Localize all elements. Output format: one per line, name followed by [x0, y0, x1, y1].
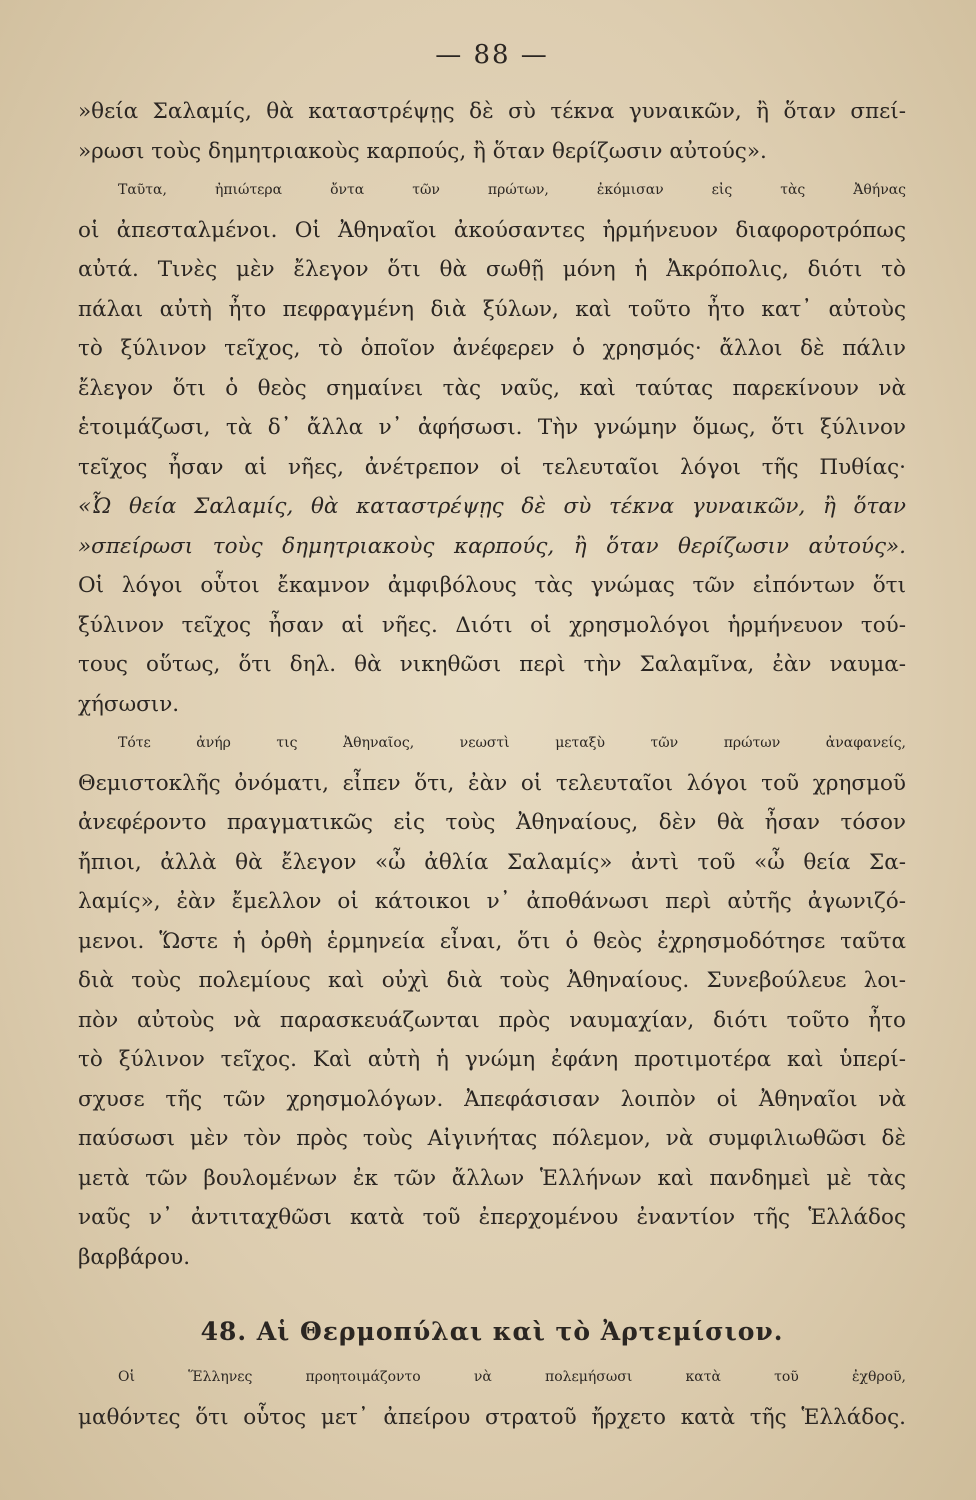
- text-line: βαρβάρου.: [78, 1244, 191, 1270]
- text-line: Ταῦτα, ἠπιώτερα ὄντα τῶν πρώτων, ἐκόμισαν εἰς τὰς Ἀθήνας: [118, 182, 906, 198]
- text-line: σχυσε τῆς τῶν χρησμολόγων. Ἀπεφάσισαν λοιπὸν οἱ Ἀθηναῖοι νὰ: [78, 1086, 906, 1112]
- text-line: χήσωσιν.: [78, 691, 180, 717]
- text-line: τὸ ξύλινον τεῖχος, τὸ ὁποῖον ἀνέφερεν ὁ χρησμός· ἄλλοι δὲ πάλιν: [78, 336, 906, 361]
- text-line: τεῖχος ἦσαν αἱ νῆες, ἀνέτρεπον οἱ τελευταῖοι λόγοι τῆς Πυθίας·: [78, 454, 906, 480]
- section-heading: 48. Αἱ Θερμοπύλαι καὶ τὸ Ἀρτεμίσιον.: [200, 1317, 784, 1346]
- text-line: ἔλεγον ὅτι ὁ θεὸς σημαίνει τὰς ναῦς, καὶ ταύτας παρεκίνουν νὰ: [78, 375, 906, 401]
- text-line-italic: «Ὦ θεία Σαλαμίς, θὰ καταστρέψῃς δὲ σὺ τέκνα γυναικῶν, ἢ ὅταν: [78, 494, 906, 519]
- text-line: »θεία Σαλαμίς, θὰ καταστρέψῃς δὲ σὺ τέκνα γυναικῶν, ἢ ὅταν σπεί-: [78, 99, 906, 124]
- text-line: Οἱ λόγοι οὗτοι ἔκαμνον ἀμφιβόλους τὰς γνώμας τῶν εἰπόντων ὅτι: [78, 573, 906, 598]
- text-line: ἀνεφέροντο πραγματικῶς εἰς τοὺς Ἀθηναίους, δὲν θὰ ἦσαν τόσον: [78, 810, 906, 835]
- main-text: [78, 92, 906, 1277]
- text-line: Τότε ἀνήρ τις Ἀθηναῖος, νεωστὶ μεταξὺ τῶν πρώτων ἀναφανείς,: [118, 735, 906, 751]
- text-line: παύσωσι μὲν τὸν πρὸς τοὺς Αἰγινήτας πόλεμον, νὰ συμφιλιωθῶσι δὲ: [78, 1126, 906, 1151]
- text-line: λαμίς», ἐὰν ἔμελλον οἱ κάτοικοι ν᾽ ἀποθάνωσι περὶ αὐτῆς ἀγωνιζό-: [78, 889, 906, 914]
- text-line: πάλαι αὐτὴ ἦτο πεφραγμένη διὰ ξύλων, καὶ τοῦτο ἦτο κατ᾽ αὐτοὺς: [78, 296, 906, 322]
- text-line: οἱ ἀπεσταλμένοι. Οἱ Ἀθηναῖοι ἀκούσαντες ἡρμήνευον διαφοροτρόπως: [78, 217, 906, 243]
- text-line: ξύλινον τεῖχος ἦσαν αἱ νῆες. Διότι οἱ χρησμολόγοι ἡρμήνευον τού-: [78, 612, 906, 638]
- page-number: — 88 —: [435, 40, 549, 70]
- text-line: »ρωσι τοὺς δημητριακοὺς καρπούς, ἢ ὅταν θερίζωσιν αὐτούς».: [78, 138, 767, 164]
- text-line: Οἱ Ἕλληνες προητοιμάζοντο νὰ πολεμήσωσι κατὰ τοῦ ἐχθροῦ,: [118, 1369, 906, 1385]
- text-line: τους οὕτως, ὅτι δηλ. θὰ νικηθῶσι περὶ τὴν Σαλαμῖνα, ἐὰν ναυμα-: [78, 652, 906, 677]
- text-line: αὐτά. Τινὲς μὲν ἔλεγον ὅτι θὰ σωθῇ μόνη ἡ Ἀκρόπολις, διότι τὸ: [78, 257, 906, 282]
- text-line-italic: »σπείρωσι τοὺς δημητριακοὺς καρπούς, ἢ ὅταν θερίζωσιν αὐτούς».: [78, 533, 906, 559]
- text-line: μαθόντες ὅτι οὗτος μετ᾽ ἀπείρου στρατοῦ ἤρχετο κατὰ τῆς Ἑλλάδος.: [78, 1404, 906, 1430]
- text-line: διὰ τοὺς πολεμίους καὶ οὐχὶ διὰ τοὺς Ἀθηναίους. Συνεβούλευε λοι-: [78, 968, 906, 993]
- section-text: [78, 1358, 906, 1437]
- text-line: μενοι. Ὥστε ἡ ὀρθὴ ἑρμηνεία εἶναι, ὅτι ὁ θεὸς ἐχρησμοδότησε ταῦτα: [78, 928, 906, 954]
- text-line: μετὰ τῶν βουλομένων ἐκ τῶν ἄλλων Ἑλλήνων καὶ πανδημεὶ μὲ τὰς: [78, 1165, 906, 1191]
- text-line: τὸ ξύλινον τεῖχος. Καὶ αὐτὴ ἡ γνώμη ἐφάνη προτιμοτέρα καὶ ὑπερί-: [78, 1047, 906, 1072]
- text-line: ἑτοιμάζωσι, τὰ δ᾽ ἄλλα ν᾽ ἀφήσωσι. Τὴν γνώμην ὅμως, ὅτι ξύλινον: [78, 415, 906, 440]
- text-line: ναῦς ν᾽ ἀντιταχθῶσι κατὰ τοῦ ἐπερχομένου ἐναντίον τῆς Ἑλλάδος: [78, 1205, 906, 1230]
- text-line: Θεμιστοκλῆς ὀνόματι, εἶπεν ὅτι, ἐὰν οἱ τελευταῖοι λόγοι τοῦ χρησμοῦ: [78, 770, 906, 796]
- text-line: ἤπιοι, ἀλλὰ θὰ ἔλεγον «ὦ ἀθλία Σαλαμίς» ἀντὶ τοῦ «ὦ θεία Σα-: [78, 849, 906, 875]
- text-line: πὸν αὐτοὺς νὰ παρασκευάζωνται πρὸς ναυμαχίαν, διότι τοῦτο ἦτο: [78, 1007, 906, 1033]
